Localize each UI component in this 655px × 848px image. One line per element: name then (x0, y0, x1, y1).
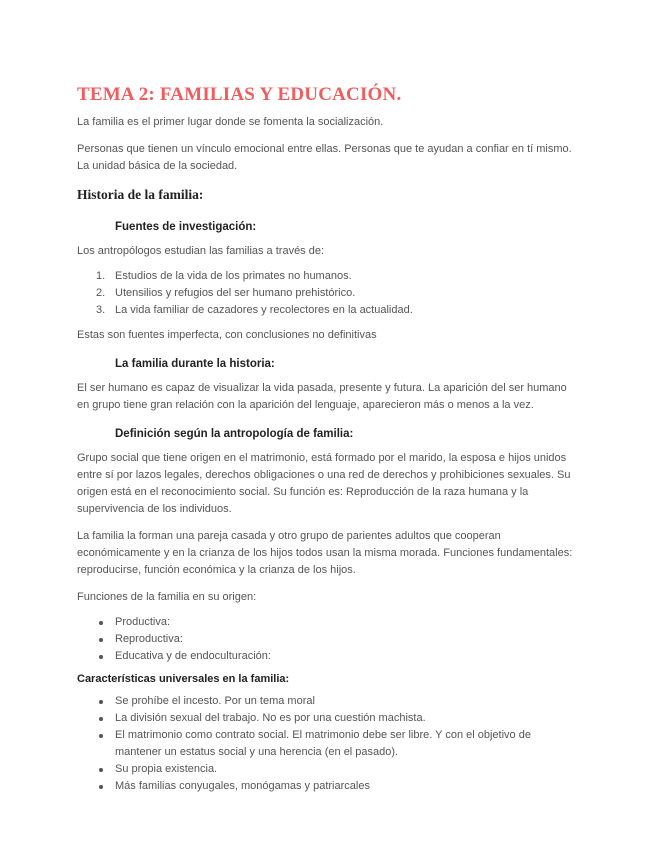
bullet-icon (99, 785, 103, 789)
list-item (77, 302, 577, 319)
list-number: 3. (96, 304, 106, 316)
list-item-text: Productiva: (115, 616, 171, 628)
fuentes-list (77, 268, 577, 319)
list-item (77, 285, 577, 302)
bullet-icon (99, 717, 103, 721)
list-item-text: Reproductiva: (115, 633, 183, 645)
list-item (77, 710, 577, 727)
fuentes-lead: Los antropólogos estudian las familias a través de: (77, 245, 325, 257)
section-heading-historia: Historia de la familia: (77, 187, 204, 202)
list-item (77, 614, 577, 631)
list-item-text: Más familias conyugales, monógamas y patriarcales (115, 780, 370, 792)
durante-paragraph: El ser humano es capaz de visualizar la vida pasada, presente y futura. La aparición del ser humano en grupo tiene gran relación con la aparición del lenguaje, aparecieron más o menos a la vez. (77, 382, 567, 411)
bullet-icon (99, 621, 103, 625)
bullet-icon (99, 638, 103, 642)
subheading-definicion: Definición según la antropología de familia: (115, 428, 354, 440)
list-item-text: La vida familiar de cazadores y recolectores en la actualidad. (115, 304, 413, 316)
list-item-text: Utensilios y refugios del ser humano prehistórico. (115, 287, 356, 299)
list-item-text: La división sexual del trabajo. No es por una cuestión machista. (115, 712, 426, 724)
bullet-icon (99, 700, 103, 704)
caracteristicas-list (77, 693, 577, 795)
bullet-icon (99, 734, 103, 738)
list-item (77, 648, 577, 665)
list-item-text: Estudios de la vida de los primates no humanos. (115, 270, 352, 282)
subheading-fuentes: Fuentes de investigación: (115, 221, 257, 233)
list-item (77, 631, 577, 648)
list-item-text: El matrimonio como contrato social. El matrimonio debe ser libre. Y con el objetivo de mantener un estatus social y una herencia (en el pasado). (115, 729, 531, 758)
list-number: 1. (96, 270, 106, 282)
list-item-text: Educativa y de endoculturación: (115, 650, 271, 662)
subheading-durante-historia: La familia durante la historia: (115, 358, 275, 370)
list-item-text: Su propia existencia. (115, 763, 218, 775)
page-title: TEMA 2: FAMILIAS Y EDUCACIÓN. (77, 84, 402, 105)
fuentes-note: Estas son fuentes imperfecta, con conclusiones no definitivas (77, 329, 377, 341)
list-item (77, 727, 577, 761)
funciones-lead: Funciones de la familia en su origen: (77, 591, 257, 603)
intro-paragraph: Personas que tienen un vínculo emocional entre ellas. Personas que te ayudan a confiar en tí mismo. La unidad básica de la sociedad. (77, 143, 572, 172)
list-item (77, 778, 577, 795)
list-item (77, 693, 577, 710)
intro-paragraph: La familia es el primer lugar donde se fomenta la socialización. (77, 116, 384, 128)
list-item-text: Se prohíbe el incesto. Por un tema moral (115, 695, 315, 707)
list-number: 2. (96, 287, 106, 299)
list-item (77, 761, 577, 778)
bullet-icon (99, 768, 103, 772)
document-content (77, 84, 577, 803)
subheading-caracteristicas: Características universales en la familia: (77, 673, 290, 685)
definicion-paragraph: La familia la forman una pareja casada y otro grupo de parientes adultos que cooperan económicamente y en la crianza de los hijos todos usan la misma morada. Funciones fundamentales: reproducirse, función económica y la crianza de los hijos. (77, 530, 573, 576)
definicion-paragraph: Grupo social que tiene origen en el matrimonio, está formado por el marido, la esposa e hijos unidos entre sí por lazos legales, derechos obligaciones o una red de derechos y prohibiciones sexuales. Su origen está en el reconocimiento social. Su función es: Reproducción de la raza humana y la supervivencia de los individuos. (77, 452, 571, 515)
funciones-list (77, 614, 577, 665)
list-item (77, 268, 577, 285)
bullet-icon (99, 655, 103, 659)
